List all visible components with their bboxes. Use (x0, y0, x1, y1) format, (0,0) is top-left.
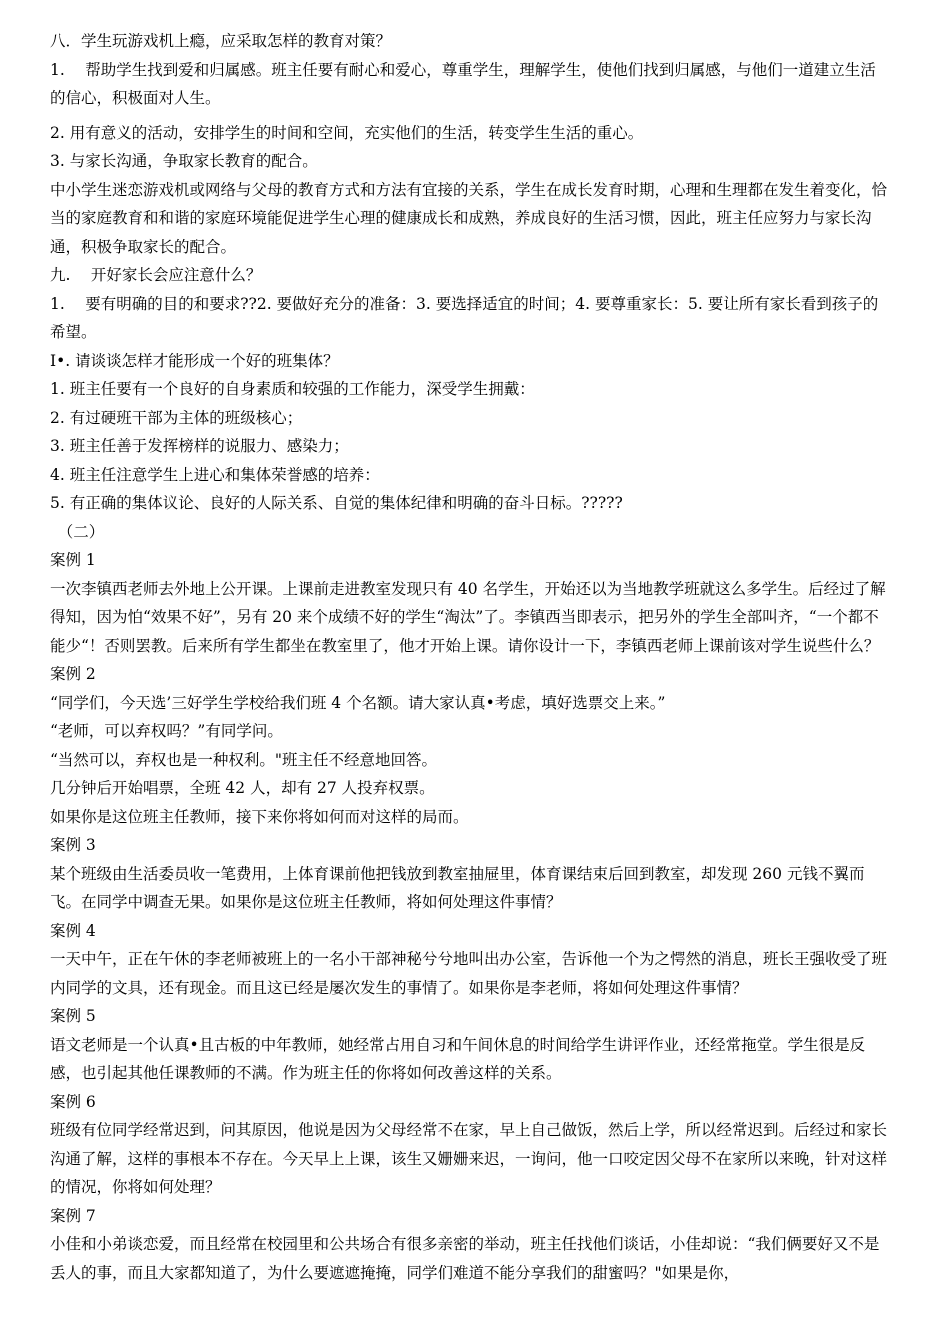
question-10-answer-3: 3. 班主任善于发挥榜样的说服力、感染力； (50, 437, 349, 455)
case-6-title: 案例 6 (50, 1092, 96, 1111)
case-6-body: 班级有位同学经常迟到，问其原因，他说是因为父母经常不在家，早上自己做饭，然后上学，所以经常迟到。后经过和家长沟通了解，这样的事根本不存在。今天早上上课，该生又姗姗来迟，一询问，他一口咬定因父母不在家所以来晚，针对这样的情况，你将如何处理？ (50, 1121, 888, 1196)
case-2-title: 案例 2 (50, 665, 96, 683)
case-3-title: 案例 3 (50, 836, 96, 854)
case-7-body: 小佳和小弟谈恋爱，而且经常在校园里和公共场合有很多亲密的举动，班主任找他们谈话，小佳却说：“我们俩要好又不是丢人的事，而且大家都知道了，为什么要遮遮掩掩，同学们难道不能分享我们的甜蜜吗？"如果是你， (50, 1235, 880, 1282)
question-10-heading: I•. 请谈谈怎样才能形成一个好的班集体？ (50, 351, 339, 370)
case-1-title: 案例 1 (50, 551, 96, 569)
case-5-body: 语文老师是一个认真•且古板的中年教师，她经常占用自习和午间休息的时间给学生讲评作业，还经常拖堂。学生很是反感，也引起其他任课教师的不满。作为班主任的你将如何改善这样的关系。 (50, 1035, 866, 1082)
question-10-answer-5: 5. 有正确的集体议论、良好的人际关系、自觉的集体纪律和明确的奋斗日标。????? (50, 494, 623, 512)
case-7-title: 案例 7 (50, 1206, 96, 1225)
question-10-answer-4: 4. 班主任注意学生上进心和集体荣誉感的培养： (50, 465, 380, 484)
question-8-answer-1: 1. 帮助学生找到爱和归属感。班主任要有耐心和爱心，尊重学生，理解学生，使他们找到归属感，与他们一道建立生活的信心，积极面对人生。 (50, 60, 876, 107)
question-10-answer-1: 1. 班主任要有一个良好的自身素质和较强的工作能力，深受学生拥戴： (50, 380, 535, 398)
case-2-body-2: “老师，可以弃权吗？”有同学问。 (50, 722, 283, 740)
case-2-body-1: “同学们，今天选’三好学生学校给我们班 4 个名额。请大家认真•考虑，填好选票交上来。” (50, 693, 666, 712)
case-2-body-5: 如果你是这位班主任教师，接下来你将如何而对这样的局而。 (50, 807, 469, 826)
case-1-body: 一次李镇西老师去外地上公开课。上课前走进教室发现只有 40 名学生，开始还以为当地教学班就这么多学生。后经过了解得知，因为怕“效果不好”，另有 20 来个成绩不好的学生“淘汰”了。李镇西当即表示，把另外的学生全部叫齐，“一个都不能少“！否则罢教。后来所有学生都坐在教室里了，他才开始上课。请你设计一下，李镇西老师上课前该对学生说些什么？ (50, 579, 886, 655)
case-3-body: 某个班级由生活委员收一笔费用，上体育课前他把钱放到教室抽屉里，体育课结束后回到教室，却发现 260 元钱不翼而飞。在同学中调查无果。如果你是这位班主任教师，将如何处理这件事情？ (50, 864, 865, 911)
case-4-body: 一天中午，正在午休的李老师被班上的一名小干部神秘兮兮地叫出办公室，告诉他一个为之愕然的消息，班长王强收受了班内同学的文具，还有现金。而且这已经是屡次发生的事情了。如果你是李老师，将如何处理这件事情？ (50, 950, 888, 997)
case-5-title: 案例 5 (50, 1007, 96, 1025)
question-8-answer-3: 3. 与家长沟通，争取家长教育的配合。 (50, 152, 318, 170)
question-8-explanation: 中小学生迷恋游戏机或网络与父母的教育方式和方法有宜接的关系，学生在成长发育时期，心理和生理都在发生着变化，恰当的家庭教育和和谐的家庭环境能促进学生心理的健康成长和成熟，养成良好的生活习惯，因此，班主任应努力与家长沟通，积极争取家长的配合。 (50, 180, 888, 256)
question-8-heading: 八．学生玩游戏机上瘾，应采取怎样的教育对策？ (50, 32, 392, 50)
case-4-title: 案例 4 (50, 921, 96, 940)
case-2-body-4: 几分钟后开始唱票，全班 42 人，却有 27 人投弃权票。 (50, 779, 435, 797)
section-2-heading: （二） (50, 522, 105, 541)
question-10-answer-2: 2. 有过硬班干部为主体的班级核心； (50, 408, 303, 427)
question-9-answer: 1. 要有明确的目的和要求??2. 要做好充分的准备：3. 要选择适宜的时间；4. 要尊重家长：5. 要让所有家长看到孩子的希望。 (50, 294, 879, 341)
question-9-heading: 九. 开好家长会应注意什么？ (50, 266, 262, 284)
case-2-body-3: “当然可以，弃权也是一种权利。"班主任不经意地回答。 (50, 750, 438, 769)
question-8-answer-2: 2. 用有意义的活动，安排学生的时间和空间，充实他们的生活，转变学生生活的重心。 (50, 123, 644, 142)
